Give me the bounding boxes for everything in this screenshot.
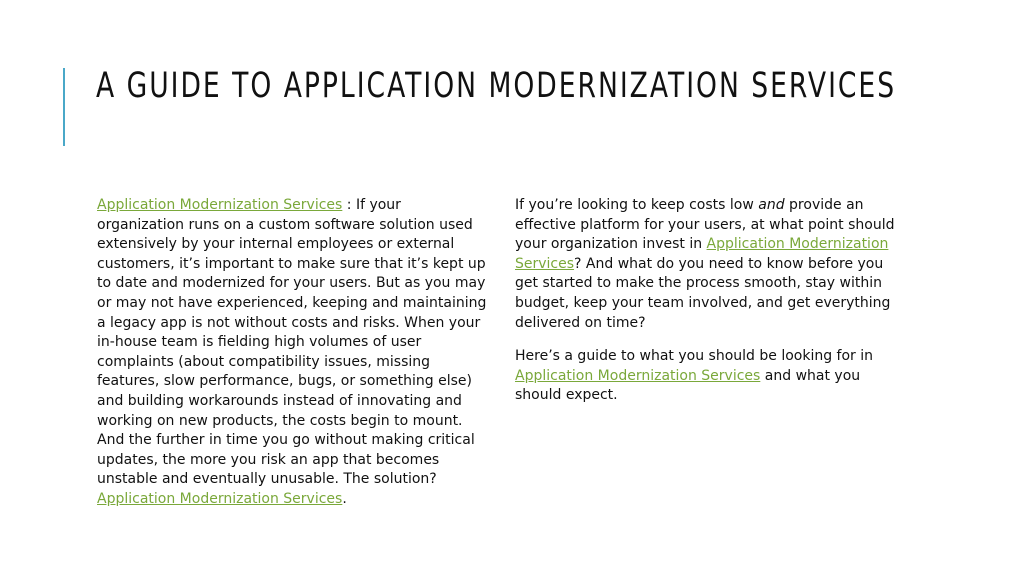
app-modernization-link-1[interactable]: Application Modernization Services [97, 197, 343, 213]
left-paragraph-text-1: : If your organization runs on a custom software solution used extensively by your internal employees or external customers, it’s important to make sure that it’s kept up to date and modernized for your users. But as you may or may not have experienced, keeping and maintaining a legacy app is not without costs and risks. When your in-house team is fielding high volumes of user complaints (about compatibility issues, missing features, slow performance, bugs, or something else) and building workarounds instead of innovating and working on new products, the costs begin to mount. And the further in time you go without making critical updates, the more you risk an app that becomes unstable and eventually unusable. The solution? [97, 197, 487, 488]
right-p1-emphasis: and [758, 197, 785, 213]
app-modernization-link-2[interactable]: Application Modernization Services [97, 490, 343, 507]
right-p1-text-3: ? And what do you need to know before you get started to make the process smooth, stay within budget, keep your team involved, and get everything delivered on time? [515, 255, 891, 331]
slide-title: A GUIDE TO APPLICATION MODERNIZATION SERVICES [96, 66, 897, 106]
left-text-column [97, 196, 487, 524]
right-p2-text-1: Here’s a guide to what you should be looking for in [515, 348, 874, 365]
left-paragraph [97, 196, 487, 510]
right-paragraph-2 [515, 347, 905, 406]
app-modernization-link-4[interactable]: Application Modernization Services [515, 367, 761, 384]
right-paragraph-1 [515, 196, 905, 333]
right-p1-text-1: If you’re looking to keep costs low [515, 197, 759, 213]
right-text-column [515, 196, 905, 420]
right-p2-text-2: and what you should expect. [515, 367, 861, 404]
app-modernization-link-3[interactable]: Application Modernization Services [515, 236, 889, 272]
right-p1-text-2: provide an effective platform for your users, at what point should your organization invest in [515, 197, 895, 253]
title-accent-bar [63, 68, 65, 146]
left-paragraph-text-2: . [342, 490, 347, 507]
